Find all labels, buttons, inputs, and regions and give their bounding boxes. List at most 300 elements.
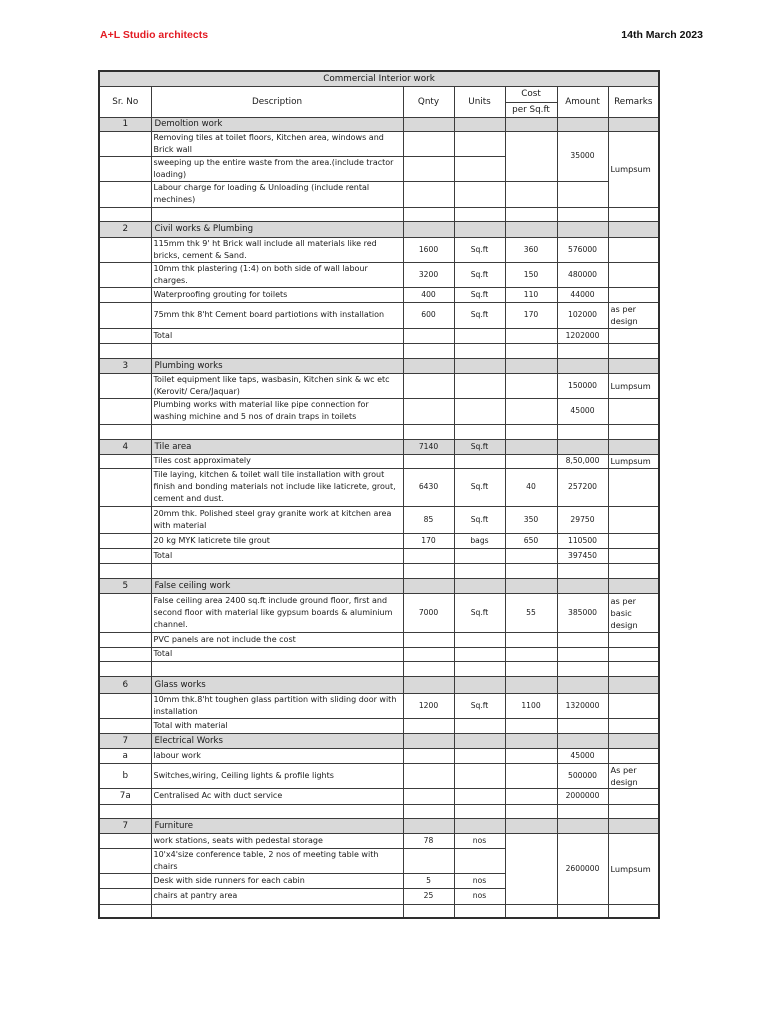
lumpsum-amount-cell: 2600000 bbox=[557, 833, 608, 904]
remarks-cell bbox=[608, 328, 659, 343]
qnty-cell bbox=[403, 647, 454, 661]
line-item-row bbox=[99, 328, 659, 343]
blank-cell bbox=[151, 804, 403, 818]
sr-no-cell bbox=[99, 888, 151, 904]
description-cell: Desk with side runners for each cabin bbox=[151, 873, 403, 888]
remarks-cell bbox=[608, 733, 659, 748]
remarks-cell bbox=[608, 358, 659, 373]
sr-no-cell: b bbox=[99, 763, 151, 788]
section-number-cell: 2 bbox=[99, 221, 151, 237]
cost-cell bbox=[505, 221, 557, 237]
cost-cell bbox=[505, 439, 557, 454]
units-cell: Sq.ft bbox=[454, 439, 505, 454]
blank-cell bbox=[99, 804, 151, 818]
amount-cell: 257200 bbox=[557, 468, 608, 506]
blank-cell bbox=[557, 207, 608, 221]
units-cell bbox=[454, 733, 505, 748]
sr-no-cell bbox=[99, 533, 151, 548]
remarks-cell bbox=[608, 632, 659, 647]
blank-cell bbox=[403, 207, 454, 221]
qnty-cell bbox=[403, 328, 454, 343]
sr-no-cell: a bbox=[99, 748, 151, 763]
section-title-cell: Demoltion work bbox=[151, 117, 403, 131]
blank-row bbox=[99, 563, 659, 578]
remarks-cell bbox=[608, 533, 659, 548]
cost-cell: 360 bbox=[505, 237, 557, 262]
qnty-cell: 7140 bbox=[403, 439, 454, 454]
cost-cell bbox=[505, 733, 557, 748]
amount-cell: 150000 bbox=[557, 373, 608, 398]
amount-cell bbox=[557, 818, 608, 833]
sr-no-cell bbox=[99, 693, 151, 718]
amount-cell: 102000 bbox=[557, 302, 608, 328]
units-cell bbox=[454, 131, 505, 156]
blank-cell bbox=[505, 563, 557, 578]
remarks-cell bbox=[608, 262, 659, 287]
qnty-cell bbox=[403, 181, 454, 207]
amount-cell bbox=[557, 632, 608, 647]
units-cell: Sq.ft bbox=[454, 506, 505, 533]
units-cell bbox=[454, 454, 505, 468]
blank-cell bbox=[608, 207, 659, 221]
description-cell: 20 kg MYK laticrete tile grout bbox=[151, 533, 403, 548]
line-item-row bbox=[99, 788, 659, 804]
description-cell: Tiles cost approximately bbox=[151, 454, 403, 468]
description-cell: 115mm thk 9' ht Brick wall include all materials like red bricks, cement & Sand. bbox=[151, 237, 403, 262]
amount-cell bbox=[557, 578, 608, 593]
blank-cell bbox=[454, 661, 505, 676]
qnty-cell bbox=[403, 818, 454, 833]
cost-cell bbox=[505, 818, 557, 833]
sr-no-cell bbox=[99, 181, 151, 207]
units-cell bbox=[454, 647, 505, 661]
amount-cell: 2000000 bbox=[557, 788, 608, 804]
lumpsum-remarks-cell: Lumpsum bbox=[608, 833, 659, 904]
remarks-cell: Lumpsum bbox=[608, 373, 659, 398]
section-title-cell: Glass works bbox=[151, 676, 403, 693]
qnty-cell bbox=[403, 763, 454, 788]
sr-no-cell bbox=[99, 833, 151, 848]
section-header-row bbox=[99, 578, 659, 593]
amount-cell: 1320000 bbox=[557, 693, 608, 718]
lumpsum-cost-cell bbox=[505, 131, 557, 181]
description-cell: Total bbox=[151, 548, 403, 563]
remarks-cell bbox=[608, 506, 659, 533]
remarks-cell: Lumpsum bbox=[608, 454, 659, 468]
description-cell: Removing tiles at toilet floors, Kitchen area, windows and Brick wall bbox=[151, 131, 403, 156]
section-title-cell: False ceiling work bbox=[151, 578, 403, 593]
line-item-row bbox=[99, 468, 659, 506]
line-item-row bbox=[99, 287, 659, 302]
cost-cell: 55 bbox=[505, 593, 557, 632]
remarks-cell bbox=[608, 287, 659, 302]
blank-row bbox=[99, 661, 659, 676]
section-title-cell: Electrical Works bbox=[151, 733, 403, 748]
sr-no-cell bbox=[99, 398, 151, 424]
sr-no-cell bbox=[99, 548, 151, 563]
blank-cell bbox=[505, 343, 557, 358]
remarks-cell bbox=[608, 439, 659, 454]
blank-cell bbox=[557, 904, 608, 918]
cost-cell: 1100 bbox=[505, 693, 557, 718]
qnty-cell: 3200 bbox=[403, 262, 454, 287]
blank-row bbox=[99, 804, 659, 818]
sr-no-cell bbox=[99, 848, 151, 873]
cost-cell bbox=[505, 647, 557, 661]
description-cell: Total with material bbox=[151, 718, 403, 733]
blank-cell bbox=[505, 424, 557, 439]
line-item-row bbox=[99, 632, 659, 647]
section-title-cell: Furniture bbox=[151, 818, 403, 833]
qnty-cell bbox=[403, 358, 454, 373]
cost-cell bbox=[505, 548, 557, 563]
description-cell: 10mm thk plastering (1:4) on both side of wall labour charges. bbox=[151, 262, 403, 287]
description-cell: Toilet equipment like taps, wasbasin, Kitchen sink & wc etc (Kerovit/ Cera/Jaquar) bbox=[151, 373, 403, 398]
qnty-cell bbox=[403, 578, 454, 593]
blank-cell bbox=[151, 661, 403, 676]
blank-cell bbox=[557, 804, 608, 818]
firm-name: A+L Studio architects bbox=[100, 29, 209, 41]
amount-cell: 45000 bbox=[557, 748, 608, 763]
column-header-units: Units bbox=[454, 86, 505, 117]
sr-no-cell bbox=[99, 373, 151, 398]
sr-no-cell bbox=[99, 632, 151, 647]
amount-cell: 110500 bbox=[557, 533, 608, 548]
units-cell bbox=[454, 818, 505, 833]
amount-cell: 44000 bbox=[557, 287, 608, 302]
cost-cell bbox=[505, 398, 557, 424]
line-item-row bbox=[99, 373, 659, 398]
section-title-cell: Tile area bbox=[151, 439, 403, 454]
blank-cell bbox=[557, 343, 608, 358]
section-number-cell: 6 bbox=[99, 676, 151, 693]
blank-cell bbox=[505, 904, 557, 918]
blank-cell bbox=[454, 207, 505, 221]
section-title-cell: Plumbing works bbox=[151, 358, 403, 373]
blank-cell bbox=[454, 804, 505, 818]
blank-cell bbox=[608, 343, 659, 358]
qnty-cell bbox=[403, 373, 454, 398]
description-cell: sweeping up the entire waste from the area.(include tractor loading) bbox=[151, 156, 403, 181]
amount-cell bbox=[557, 676, 608, 693]
remarks-cell bbox=[608, 647, 659, 661]
cost-cell bbox=[505, 358, 557, 373]
units-cell bbox=[454, 676, 505, 693]
description-cell: 10'x4'size conference table, 2 nos of meeting table with chairs bbox=[151, 848, 403, 873]
blank-cell bbox=[99, 563, 151, 578]
section-header-row bbox=[99, 733, 659, 748]
qnty-cell bbox=[403, 748, 454, 763]
cost-cell bbox=[505, 718, 557, 733]
amount-cell: 576000 bbox=[557, 237, 608, 262]
cost-cell bbox=[505, 763, 557, 788]
line-item-row bbox=[99, 237, 659, 262]
remarks-cell bbox=[608, 818, 659, 833]
blank-row bbox=[99, 343, 659, 358]
description-cell: False ceiling area 2400 sq.ft include ground floor, first and second floor with material like gypsum boards & aluminium channel. bbox=[151, 593, 403, 632]
qnty-cell: 7000 bbox=[403, 593, 454, 632]
units-cell: nos bbox=[454, 873, 505, 888]
line-item-row bbox=[99, 833, 659, 848]
remarks-cell bbox=[608, 221, 659, 237]
sr-no-cell bbox=[99, 328, 151, 343]
units-cell bbox=[454, 358, 505, 373]
qnty-cell: 85 bbox=[403, 506, 454, 533]
amount-cell bbox=[557, 647, 608, 661]
units-cell bbox=[454, 117, 505, 131]
cost-cell bbox=[505, 181, 557, 207]
line-item-row bbox=[99, 262, 659, 287]
units-cell bbox=[454, 221, 505, 237]
column-header-amount: Amount bbox=[557, 86, 608, 117]
units-cell: Sq.ft bbox=[454, 262, 505, 287]
qnty-cell bbox=[403, 733, 454, 748]
sr-no-cell bbox=[99, 873, 151, 888]
line-item-row bbox=[99, 181, 659, 207]
section-number-cell: 5 bbox=[99, 578, 151, 593]
document-date: 14th March 2023 bbox=[621, 29, 703, 41]
section-number-cell: 4 bbox=[99, 439, 151, 454]
blank-cell bbox=[608, 904, 659, 918]
description-cell: Total bbox=[151, 328, 403, 343]
amount-cell: 29750 bbox=[557, 506, 608, 533]
blank-cell bbox=[99, 661, 151, 676]
qnty-cell: 600 bbox=[403, 302, 454, 328]
line-item-row bbox=[99, 548, 659, 563]
blank-cell bbox=[454, 343, 505, 358]
blank-cell bbox=[454, 904, 505, 918]
amount-cell bbox=[557, 439, 608, 454]
line-item-row bbox=[99, 506, 659, 533]
qnty-cell bbox=[403, 398, 454, 424]
amount-cell: 1202000 bbox=[557, 328, 608, 343]
units-cell: Sq.ft bbox=[454, 287, 505, 302]
cost-cell bbox=[505, 454, 557, 468]
remarks-cell bbox=[608, 788, 659, 804]
amount-cell: 397450 bbox=[557, 548, 608, 563]
blank-cell bbox=[454, 424, 505, 439]
blank-row bbox=[99, 207, 659, 221]
qnty-cell bbox=[403, 676, 454, 693]
line-item-row bbox=[99, 647, 659, 661]
table-title: Commercial Interior work bbox=[99, 71, 659, 86]
sr-no-cell bbox=[99, 302, 151, 328]
units-cell: Sq.ft bbox=[454, 468, 505, 506]
column-header-sr-no: Sr. No bbox=[99, 86, 151, 117]
qnty-cell bbox=[403, 718, 454, 733]
amount-cell bbox=[557, 733, 608, 748]
blank-cell bbox=[505, 804, 557, 818]
description-cell: Switches,wiring, Ceiling lights & profile lights bbox=[151, 763, 403, 788]
remarks-cell bbox=[608, 718, 659, 733]
qnty-cell bbox=[403, 548, 454, 563]
remarks-cell: As per design bbox=[608, 763, 659, 788]
sr-no-cell bbox=[99, 593, 151, 632]
blank-cell bbox=[557, 424, 608, 439]
units-cell bbox=[454, 763, 505, 788]
cost-cell bbox=[505, 578, 557, 593]
line-item-row bbox=[99, 693, 659, 718]
lumpsum-amount-cell: 35000 bbox=[557, 131, 608, 181]
units-cell: bags bbox=[454, 533, 505, 548]
section-header-row bbox=[99, 358, 659, 373]
blank-cell bbox=[505, 661, 557, 676]
cost-cell bbox=[505, 328, 557, 343]
cost-cell bbox=[505, 788, 557, 804]
blank-cell bbox=[454, 563, 505, 578]
qnty-cell: 25 bbox=[403, 888, 454, 904]
line-item-row bbox=[99, 748, 659, 763]
column-header-row bbox=[99, 86, 659, 102]
remarks-cell bbox=[608, 548, 659, 563]
section-header-row bbox=[99, 818, 659, 833]
remarks-cell bbox=[608, 676, 659, 693]
units-cell: nos bbox=[454, 888, 505, 904]
units-cell bbox=[454, 398, 505, 424]
sr-no-cell bbox=[99, 237, 151, 262]
amount-cell bbox=[557, 117, 608, 131]
blank-cell bbox=[151, 343, 403, 358]
qnty-cell bbox=[403, 454, 454, 468]
cost-cell: 110 bbox=[505, 287, 557, 302]
amount-cell bbox=[557, 718, 608, 733]
qnty-cell bbox=[403, 131, 454, 156]
qnty-cell: 78 bbox=[403, 833, 454, 848]
section-header-row bbox=[99, 439, 659, 454]
column-header-description: Description bbox=[151, 86, 403, 117]
cost-cell: 350 bbox=[505, 506, 557, 533]
description-cell: 75mm thk 8'ht Cement board partiotions with installation bbox=[151, 302, 403, 328]
units-cell: Sq.ft bbox=[454, 302, 505, 328]
blank-cell bbox=[608, 804, 659, 818]
blank-cell bbox=[403, 804, 454, 818]
cost-cell bbox=[505, 676, 557, 693]
section-number-cell: 7 bbox=[99, 818, 151, 833]
cost-cell bbox=[505, 373, 557, 398]
sr-no-cell bbox=[99, 454, 151, 468]
line-item-row bbox=[99, 131, 659, 156]
amount-cell: 480000 bbox=[557, 262, 608, 287]
qnty-cell: 170 bbox=[403, 533, 454, 548]
blank-cell bbox=[151, 207, 403, 221]
blank-cell bbox=[557, 661, 608, 676]
units-cell bbox=[454, 632, 505, 647]
remarks-cell bbox=[608, 117, 659, 131]
amount-cell bbox=[557, 181, 608, 207]
section-header-row bbox=[99, 676, 659, 693]
description-cell: work stations, seats with pedestal storage bbox=[151, 833, 403, 848]
blank-cell bbox=[99, 343, 151, 358]
units-cell bbox=[454, 578, 505, 593]
description-cell: PVC panels are not include the cost bbox=[151, 632, 403, 647]
estimate-table bbox=[98, 70, 660, 919]
remarks-cell: as per design bbox=[608, 302, 659, 328]
lumpsum-cost-cell bbox=[505, 833, 557, 904]
line-item-row bbox=[99, 593, 659, 632]
cost-cell: 170 bbox=[505, 302, 557, 328]
description-cell: Waterproofing grouting for toilets bbox=[151, 287, 403, 302]
qnty-cell: 1600 bbox=[403, 237, 454, 262]
blank-cell bbox=[403, 343, 454, 358]
amount-cell: 500000 bbox=[557, 763, 608, 788]
units-cell bbox=[454, 718, 505, 733]
blank-cell bbox=[505, 207, 557, 221]
units-cell bbox=[454, 788, 505, 804]
units-cell: Sq.ft bbox=[454, 693, 505, 718]
cost-cell: 150 bbox=[505, 262, 557, 287]
section-number-cell: 3 bbox=[99, 358, 151, 373]
blank-cell bbox=[608, 661, 659, 676]
blank-cell bbox=[403, 563, 454, 578]
units-cell: Sq.ft bbox=[454, 237, 505, 262]
column-header-qnty: Qnty bbox=[403, 86, 454, 117]
blank-cell bbox=[403, 424, 454, 439]
blank-cell bbox=[403, 904, 454, 918]
amount-cell: 385000 bbox=[557, 593, 608, 632]
remarks-cell bbox=[608, 468, 659, 506]
blank-cell bbox=[557, 563, 608, 578]
blank-cell bbox=[99, 424, 151, 439]
remarks-cell bbox=[608, 237, 659, 262]
remarks-cell bbox=[608, 693, 659, 718]
table-title-row bbox=[99, 71, 659, 86]
qnty-cell bbox=[403, 788, 454, 804]
units-cell bbox=[454, 548, 505, 563]
units-cell bbox=[454, 156, 505, 181]
cost-cell: 40 bbox=[505, 468, 557, 506]
sr-no-cell bbox=[99, 468, 151, 506]
line-item-row bbox=[99, 763, 659, 788]
units-cell bbox=[454, 748, 505, 763]
qnty-cell: 400 bbox=[403, 287, 454, 302]
units-cell: nos bbox=[454, 833, 505, 848]
sr-no-cell bbox=[99, 506, 151, 533]
blank-cell bbox=[608, 563, 659, 578]
line-item-row bbox=[99, 454, 659, 468]
blank-cell bbox=[99, 904, 151, 918]
estimate-body bbox=[99, 117, 659, 918]
sr-no-cell bbox=[99, 718, 151, 733]
column-header-cost-unit: per Sq.ft bbox=[505, 102, 557, 117]
qnty-cell: 1200 bbox=[403, 693, 454, 718]
line-item-row bbox=[99, 533, 659, 548]
description-cell: chairs at pantry area bbox=[151, 888, 403, 904]
units-cell: Sq.ft bbox=[454, 593, 505, 632]
qnty-cell bbox=[403, 117, 454, 131]
remarks-cell bbox=[608, 748, 659, 763]
cost-cell bbox=[505, 748, 557, 763]
qnty-cell: 6430 bbox=[403, 468, 454, 506]
sr-no-cell: 7a bbox=[99, 788, 151, 804]
blank-cell bbox=[403, 661, 454, 676]
blank-row bbox=[99, 904, 659, 918]
sr-no-cell bbox=[99, 262, 151, 287]
units-cell bbox=[454, 328, 505, 343]
sr-no-cell bbox=[99, 131, 151, 156]
description-cell: Tile laying, kitchen & toilet wall tile installation with grout finish and bonding materials not include like laticrete, grout, cement and dust. bbox=[151, 468, 403, 506]
description-cell: Total bbox=[151, 647, 403, 661]
qnty-cell bbox=[403, 848, 454, 873]
cost-cell: 650 bbox=[505, 533, 557, 548]
section-header-row bbox=[99, 117, 659, 131]
description-cell: 20mm thk. Polished steel gray granite work at kitchen area with material bbox=[151, 506, 403, 533]
blank-cell bbox=[151, 904, 403, 918]
section-header-row bbox=[99, 221, 659, 237]
amount-cell: 8,50,000 bbox=[557, 454, 608, 468]
remarks-cell bbox=[608, 578, 659, 593]
description-cell: labour work bbox=[151, 748, 403, 763]
blank-cell bbox=[151, 563, 403, 578]
